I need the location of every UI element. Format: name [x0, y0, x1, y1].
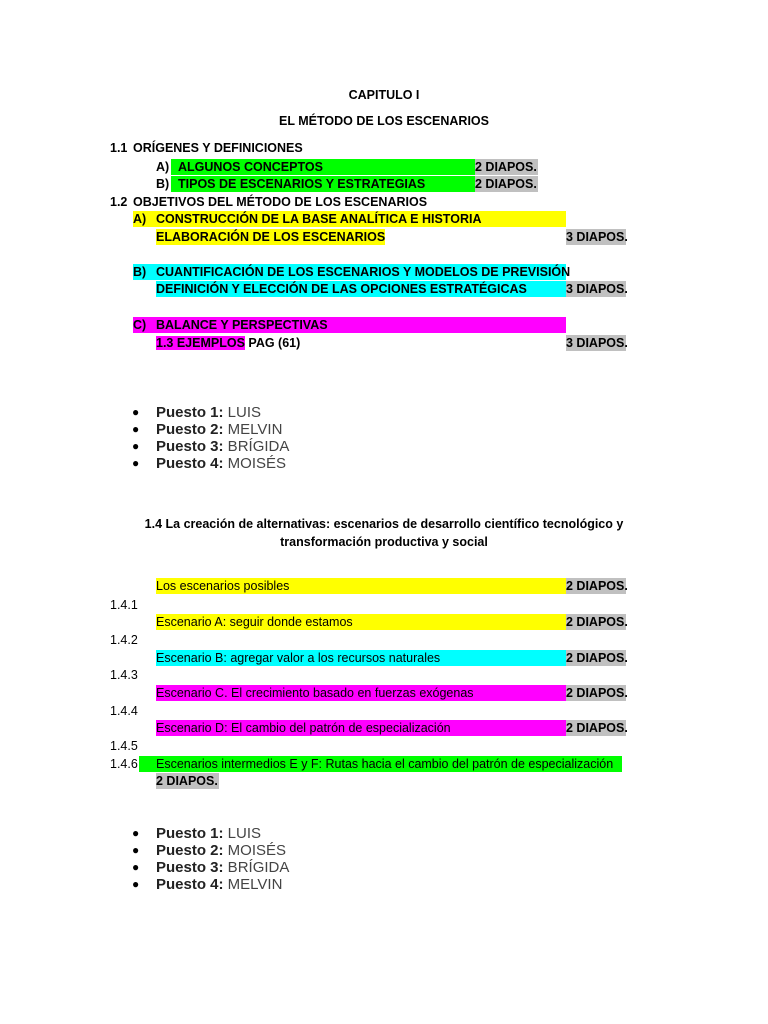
item-escenarios-posibles: Los escenarios posibles [156, 579, 290, 593]
item-elaboracion-escenarios: ELABORACIÓN DE LOS ESCENARIOS [156, 230, 386, 244]
puesto-label: Puesto 1: [156, 404, 224, 421]
list-item [132, 421, 289, 438]
item-a-letter: A) [156, 160, 170, 174]
bullet-icon: ● [132, 860, 140, 874]
item-number: 1.4.6 [110, 757, 138, 771]
list-item [132, 825, 289, 842]
list-item [132, 859, 290, 876]
item-construccion-base: CONSTRUCCIÓN DE LA BASE ANALÍTICA E HISTORIA [156, 212, 482, 226]
puesto-label: Puesto 3: [156, 859, 224, 876]
item-tipos-escenarios: TIPOS DE ESCENARIOS Y ESTRATEGIAS [178, 177, 426, 191]
ejemplos-page: PAG (61) [244, 336, 301, 350]
diapos-badge: 3 DIAPOS. [566, 230, 628, 244]
item-algunos-conceptos: ALGUNOS CONCEPTOS [178, 160, 323, 174]
puesto-label: Puesto 4: [156, 876, 224, 893]
item-definicion-opciones: DEFINICIÓN Y ELECCIÓN DE LAS OPCIONES ESTRATÉGICAS [156, 282, 527, 296]
puesto-label: Puesto 2: [156, 421, 224, 438]
item-escenario-c: Escenario C. El crecimiento basado en fuerzas exógenas [156, 686, 474, 700]
bullet-icon: ● [132, 843, 140, 857]
puesto-label: Puesto 3: [156, 438, 224, 455]
section-1-1-heading: ORÍGENES Y DEFINICIONES [133, 141, 303, 155]
item-escenarios-intermedios: Escenarios intermedios E y F: Rutas hacia el cambio del patrón de especialización [156, 757, 614, 771]
item-number: 1.4.1 [110, 598, 138, 612]
puesto-value: LUIS [223, 825, 262, 842]
puesto-value: BRÍGIDA [223, 859, 290, 876]
item-number: 1.4.5 [110, 739, 138, 753]
list-item [132, 842, 289, 859]
puesto-value: LUIS [223, 404, 262, 421]
bullet-icon: ● [132, 422, 140, 436]
puesto-value: MELVIN [223, 421, 283, 438]
bullet-icon: ● [132, 439, 140, 453]
section-1-2-heading: OBJETIVOS DEL MÉTODO DE LOS ESCENARIOS [133, 195, 428, 209]
item-escenario-d: Escenario D: El cambio del patrón de especialización [156, 721, 451, 735]
puesto-value: BRÍGIDA [223, 438, 290, 455]
item-number: 1.4.4 [110, 704, 138, 718]
puesto-label: Puesto 4: [156, 455, 224, 472]
list-item [132, 438, 290, 455]
bullet-icon: ● [132, 405, 140, 419]
puestos-list-2 [132, 825, 290, 893]
section-1-4-title-line1: 1.4 La creación de alternativas: escenarios de desarrollo científico tecnológico y [144, 517, 624, 531]
bullet-icon: ● [132, 456, 140, 470]
item-number: 1.4.2 [110, 633, 138, 647]
diapos-badge: 2 DIAPOS. [475, 160, 537, 174]
diapos-badge: 2 DIAPOS. [566, 579, 628, 593]
item-c-letter: C) [133, 318, 147, 332]
item-number: 1.4.3 [110, 668, 138, 682]
item-escenario-a: Escenario A: seguir donde estamos [156, 615, 353, 629]
puesto-value: MOISÉS [223, 842, 287, 859]
diapos-badge: 2 DIAPOS. [566, 651, 628, 665]
section-1-4-title-line2: transformación productiva y social [280, 535, 488, 549]
section-1-2-number: 1.2 [110, 195, 128, 209]
ejemplos-highlight: 1.3 EJEMPLOS [156, 336, 245, 350]
diapos-badge: 2 DIAPOS. [566, 721, 628, 735]
diapos-badge: 2 DIAPOS. [475, 177, 537, 191]
diapos-badge: 3 DIAPOS. [566, 336, 628, 350]
item-a-letter: A) [133, 212, 147, 226]
puesto-value: MELVIN [223, 876, 283, 893]
puesto-label: Puesto 2: [156, 842, 224, 859]
puesto-value: MOISÉS [223, 455, 287, 472]
diapos-badge: 3 DIAPOS. [566, 282, 628, 296]
list-item [132, 455, 289, 472]
bullet-icon: ● [132, 877, 140, 891]
list-item [132, 404, 289, 421]
document-title: EL MÉTODO DE LOS ESCENARIOS [279, 114, 489, 128]
diapos-badge: 2 DIAPOS. [566, 686, 628, 700]
list-item [132, 876, 289, 893]
bullet-icon: ● [132, 826, 140, 840]
item-escenario-b: Escenario B: agregar valor a los recursos naturales [156, 651, 441, 665]
section-1-1-number: 1.1 [110, 141, 128, 155]
item-balance-perspectivas: BALANCE Y PERSPECTIVAS [156, 318, 328, 332]
diapos-badge: 2 DIAPOS. [566, 615, 628, 629]
item-cuantificacion: CUANTIFICACIÓN DE LOS ESCENARIOS Y MODELOS DE PREVISIÓN [156, 265, 571, 279]
chapter-heading: CAPITULO I [348, 88, 420, 102]
puestos-list-1 [132, 404, 290, 472]
puesto-label: Puesto 1: [156, 825, 224, 842]
item-ejemplos [156, 335, 300, 351]
item-b-letter: B) [156, 177, 170, 191]
diapos-badge: 2 DIAPOS. [156, 774, 218, 788]
item-b-letter: B) [133, 265, 147, 279]
